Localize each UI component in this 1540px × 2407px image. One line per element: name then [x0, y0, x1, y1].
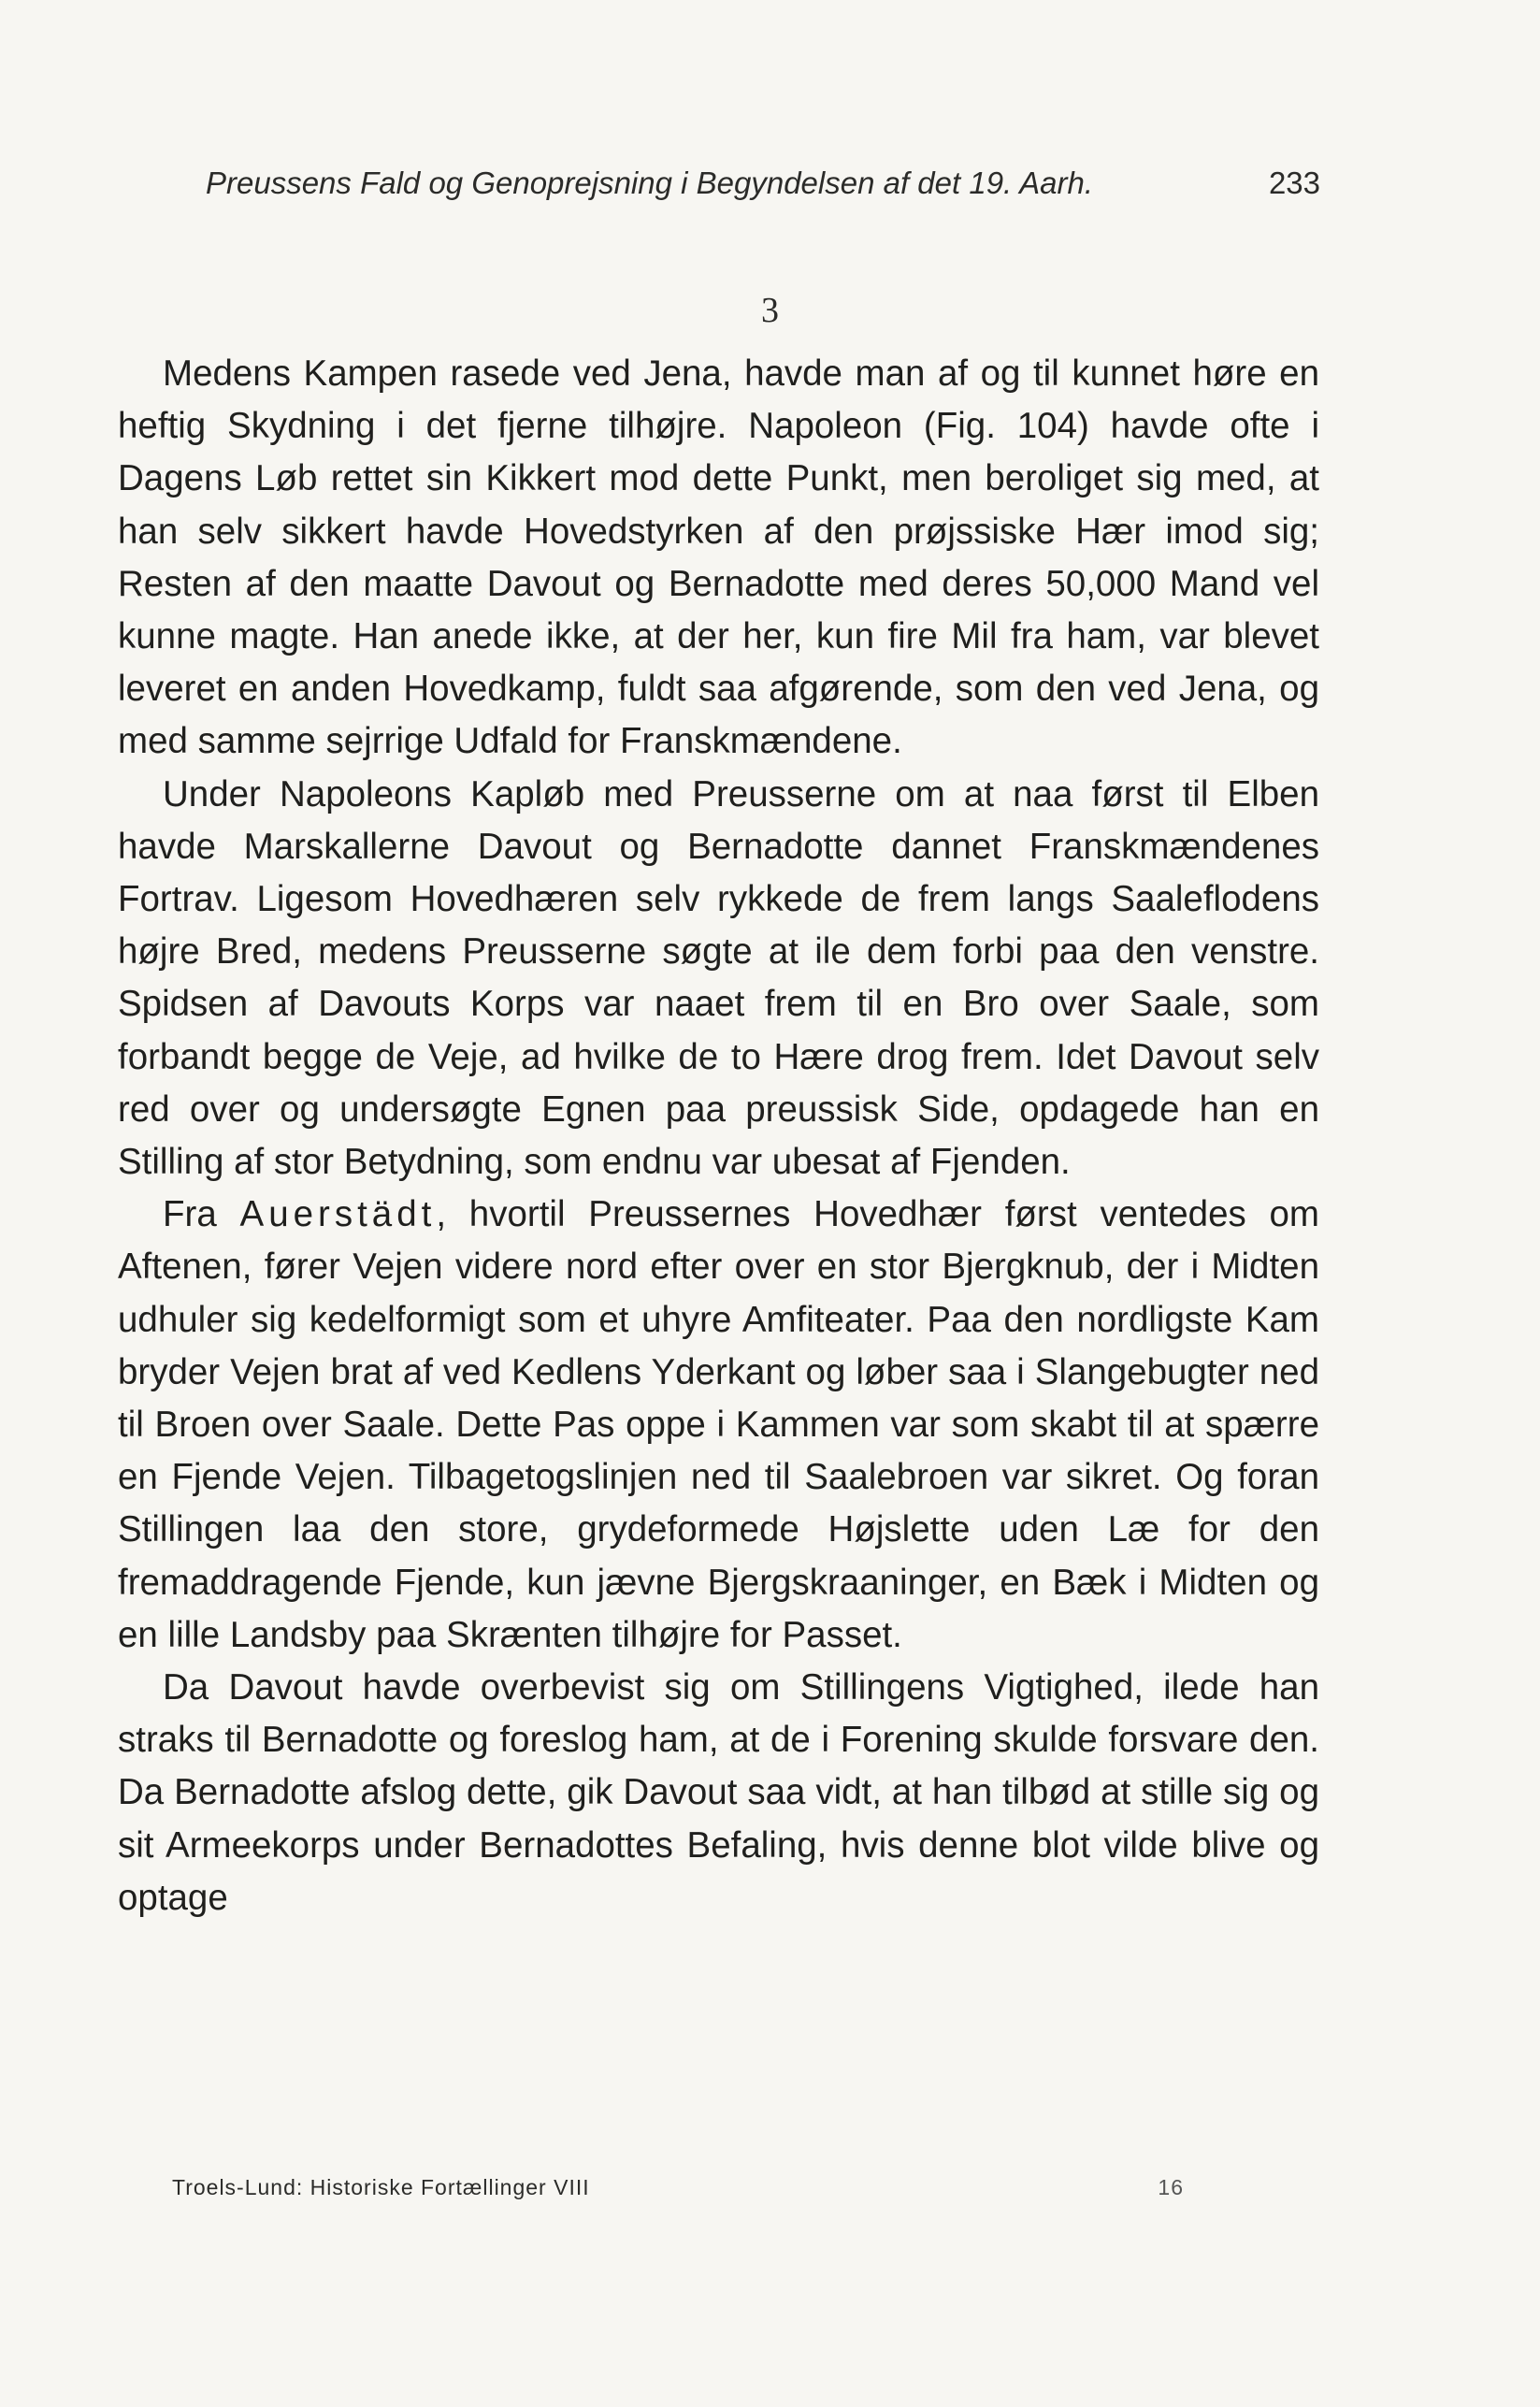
paragraph-3: [118, 1189, 1319, 1662]
paragraph-2: Under Napoleons Kapløb med Preusserne om at naa først til Elben havde Marskallerne Davout og Bernadotte dannet Franskmændenes Fortrav. Ligesom Hovedhæren selv rykkede de frem langs Saaleflodens højre Bred, medens Preusserne søgte at ile dem forbi paa den venstre. Spidsen af Davouts Korps var naaet frem til en Bro over Saale, som forbandt begge de Veje, ad hvilke de to Hære drog frem. Idet Davout selv red over og undersøgte Egnen paa preussisk Side, opdagede han en Stilling af stor Betydning, som endnu var ubesat af Fjenden.: [118, 773, 1319, 1183]
page-footer: [172, 2169, 1184, 2206]
paragraph-4: Da Davout havde overbevist sig om Stillingens Vigtighed, ilede han straks til Bernadotte og foreslog ham, at de i Forening skulde forsvare den. Da Bernadotte afslog dette, gik Davout saa vidt, at han tilbød at stille sig og sit Armeekorps under Bernadottes Befaling, hvis denne blot vilde blive og optage: [118, 1667, 1319, 1918]
paragraph-3-text: , hvortil Preussernes Hovedhær først ventedes om Aftenen, fører Vejen videre nord efter over en stor Bjergknub, der i Midten udhuler sig kedelformigt som et uhyre Amfiteater. Paa den nordligste Kam bryder Vejen brat af ved Kedlens Yderkant og løber saa i Slangebugter ned til Broen over Saale. Dette Pas oppe i Kammen var som skabt til at spærre en Fjende Vejen. Tilbagetogslinjen ned til Saalebroen var sikret. Og foran Stillingen laa den store, grydeformede Højslette uden Læ for den fremaddragende Fjende, kun jævne Bjergskraaninger, en Bæk i Midten og en lille Landsby paa Skrænten tilhøjre for Passet.: [118, 1194, 1319, 1655]
paragraph-3-lead: Fra: [163, 1194, 217, 1235]
running-title: Preussens Fald og Genoprejsning i Begyndelsen af det 19. Aarh.: [206, 166, 1094, 200]
page-number: 233: [1268, 166, 1320, 200]
footer-signature: Troels-Lund: Historiske Fortællinger VIII: [172, 2175, 590, 2199]
paragraph-1: Medens Kampen rasede ved Jena, havde man af og til kunnet høre en heftig Skydning i det fjerne tilhøjre. Napoleon (Fig. 104) havde ofte i Dagens Løb rettet sin Kikkert mod dette Punkt, men beroliget sig med, at han selv sikkert havde Hovedstyrken af den prøjssiske Hær imod sig; Resten af den maatte Davout og Bernadotte med deres 50,000 Mand vel kunne magte. Han anede ikke, at der her, kun fire Mil fra ham, var blevet leveret en anden Hovedkamp, fuldt saa afgørende, som den ved Jena, og med samme sejrrige Udfald for Franskmændene.: [118, 353, 1319, 762]
body-text: [118, 348, 1319, 1924]
section-number: 3: [761, 291, 779, 330]
running-head: [206, 157, 1320, 209]
sheet-number: 16: [1158, 2175, 1184, 2199]
place-name-auerstaedt: Auerstädt: [239, 1194, 437, 1235]
